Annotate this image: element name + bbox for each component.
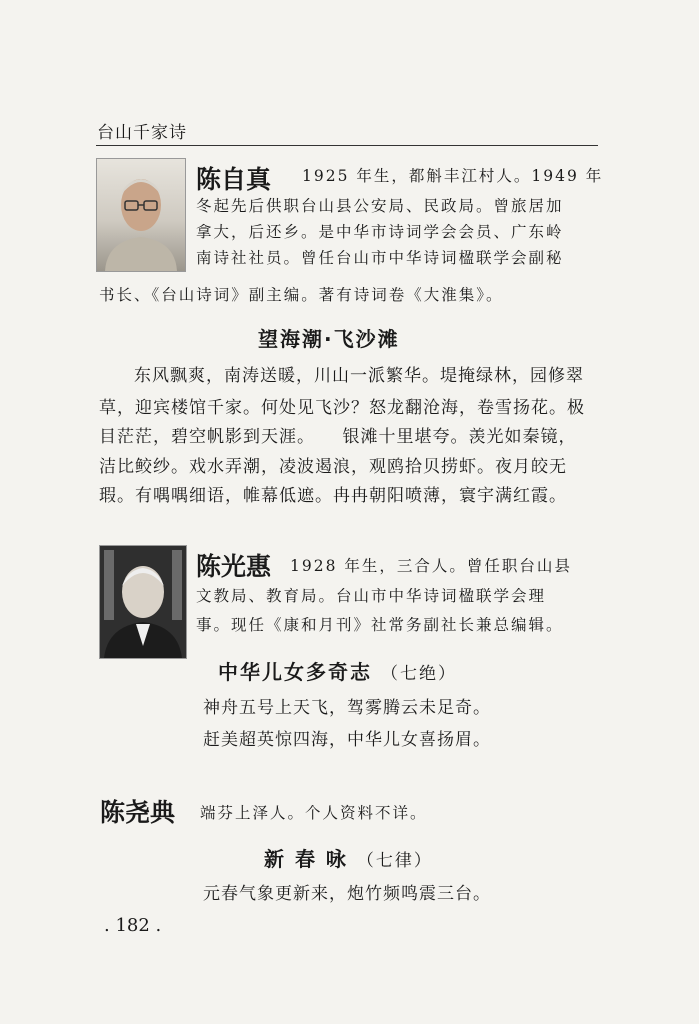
author-name-2: 陈光惠: [196, 552, 272, 581]
poem-1-line-2: 草，迎宾楼馆千家。何处见飞沙？怒龙翻沧海，卷雪扬花。极: [99, 398, 585, 418]
poem-title-3-text: 新 春 咏: [264, 847, 348, 871]
portrait-photo-2: [99, 545, 187, 659]
poem-title-3: [264, 843, 433, 872]
running-header: 台山千家诗: [97, 123, 187, 143]
poem-form-note-3: （七律）: [356, 851, 433, 871]
bio-2-line-1: 1928 年生，三合人。曾任职台山县: [290, 557, 572, 575]
poem-1-line-4: 洁比鲛纱。戏水弄潮，凌波遏浪，观鸥拾贝捞虾。夜月皎无: [99, 457, 567, 477]
poem-1-line-3: 目茫茫，碧空帆影到天涯。 银滩十里堪夸。羡光如秦镜，: [99, 427, 577, 447]
header-rule: [96, 145, 598, 146]
poem-1-line-5: 瑕。有喁喁细语，帷幕低遮。冉冉朝阳喷薄，寰宇满红霞。: [99, 486, 567, 506]
bio-1-line-5: 书长、《台山诗词》副主编。著有诗词卷《大淮集》。: [99, 286, 504, 304]
poem-title-2: [218, 656, 457, 685]
bio-2-line-2: 文教局、教育局。台山市中华诗词楹联学会理: [196, 587, 547, 605]
portrait-photo-1: [96, 158, 186, 272]
poem-1-line-1: 东风飘爽，南涛送暖，川山一派繁华。堤掩绿林，园修翠: [134, 366, 584, 386]
bio-1-line-1: 1925 年生，都斛丰江村人。1949 年: [302, 167, 604, 185]
poem-3-line-1: 元春气象更新来，炮竹频鸣震三台。: [203, 884, 491, 904]
poem-2-line-2: 赶美超英惊四海，中华儿女喜扬眉。: [203, 730, 491, 750]
author-name-3: 陈尧典: [100, 798, 176, 827]
bio-1-line-2: 冬起先后供职台山县公安局、民政局。曾旅居加: [196, 197, 564, 215]
poem-form-note-2: （七绝）: [380, 664, 457, 684]
portrait-1-figure: [97, 159, 185, 271]
poem-2-line-1: 神舟五号上天飞，驾雾腾云未足奇。: [203, 698, 491, 718]
page-number: . 182 .: [104, 915, 162, 936]
poem-title-1: 望海潮·飞沙滩: [258, 327, 400, 351]
bio-1-line-3: 拿大，后还乡。是中华市诗词学会会员、广东岭: [196, 223, 564, 241]
author-name-1: 陈自真: [196, 165, 272, 194]
bio-1-line-4: 南诗社社员。曾任台山市中华诗词楹联学会副秘: [196, 249, 564, 267]
poem-title-2-text: 中华儿女多奇志: [218, 660, 372, 684]
bio-3-line-1: 端芬上泽人。个人资料不详。: [200, 804, 428, 822]
bio-2-line-3: 事。现任《康和月刊》社常务副社长兼总编辑。: [196, 616, 564, 634]
portrait-2-figure: [100, 546, 186, 658]
